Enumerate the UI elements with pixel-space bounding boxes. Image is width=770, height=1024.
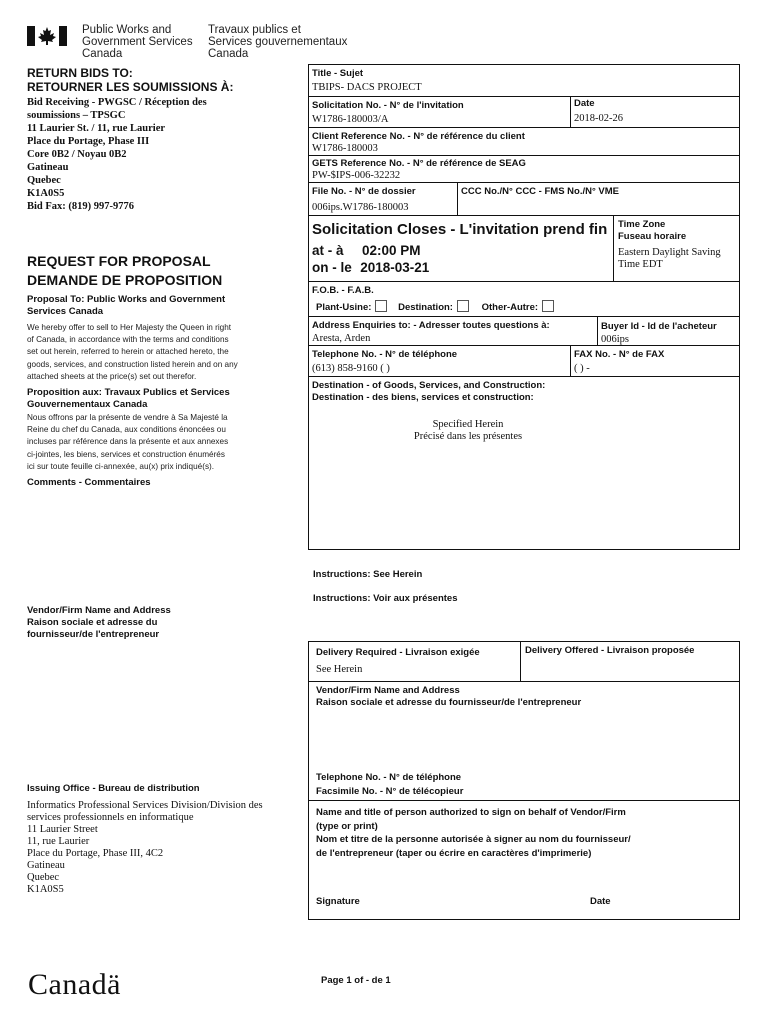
col-divider — [570, 96, 571, 127]
row-divider — [308, 127, 740, 128]
fob-options — [316, 300, 560, 314]
col-divider — [520, 641, 521, 681]
signature-label: Signature — [316, 896, 360, 907]
issuing-office-label: Issuing Office - Bureau de distribution — [27, 783, 200, 794]
solicitation-closes-label: Solicitation Closes - L'invitation prend fin — [312, 221, 608, 238]
fax-label: FAX No. - N° de FAX — [574, 349, 665, 360]
canada-flag-logo — [27, 26, 67, 46]
plant-checkbox[interactable] — [375, 300, 387, 312]
row-divider — [308, 345, 740, 346]
other-label: Other-Autre: — [481, 302, 539, 313]
vendor-fax-label: Facsimile No. - N° de télécopieur — [316, 786, 464, 797]
vendor-name-label-left: Vendor/Firm Name and Address Raison sociale et adresse du fournisseur/de l'entrepreneur — [27, 605, 171, 640]
client-ref-label: Client Reference No. - N° de référence du client — [312, 131, 525, 142]
title-value: TBIPS- DACS PROJECT — [312, 82, 422, 93]
row-divider — [308, 96, 740, 97]
page-number: Page 1 of - de 1 — [321, 975, 391, 986]
proposal-to-label: Proposal To: Public Works and Government Services Canada — [27, 294, 226, 317]
time-zone-label: Time Zone Fuseau horaire — [618, 219, 687, 242]
destination-checkbox[interactable] — [457, 300, 469, 312]
closing-time-value: 02:00 PM — [361, 243, 421, 258]
closing-date-row — [312, 259, 429, 277]
date-label: Date — [574, 98, 595, 109]
fob-label: F.O.B. - F.A.B. — [312, 285, 374, 296]
comments-label: Comments - Commentaires — [27, 477, 151, 488]
buyer-id-value: 006ips — [601, 334, 630, 345]
col-divider — [457, 182, 458, 215]
solicitation-no-value: W1786-180003/A — [312, 114, 389, 125]
proposition-aux-label: Proposition aux: Travaux Publics et Services Gouvernementaux Canada — [27, 387, 230, 410]
delivery-required-value: See Herein — [316, 664, 363, 675]
ccc-no-label: CCC No./N° CCC - FMS No./N° VME — [461, 186, 620, 197]
department-name-fr: Travaux publics et Services gouvernementaux Canada — [208, 24, 348, 60]
row-divider — [308, 182, 740, 183]
canada-wordmark: Canadä — [28, 968, 121, 1001]
instructions-en: Instructions: See Herein — [313, 569, 423, 580]
date-value: 2018-02-26 — [574, 113, 623, 124]
destination-goods-label: Destination - of Goods, Services, and Construction: Destination - des biens, services et construction: — [312, 380, 546, 403]
destination-label: Destination: — [398, 302, 453, 313]
delivery-required-label: Delivery Required - Livraison exigée — [316, 647, 480, 658]
row-divider — [308, 316, 740, 317]
file-no-label: File No. - N° de dossier — [312, 186, 416, 197]
closing-date-value: 2018-03-21 — [360, 260, 430, 275]
col-divider — [570, 345, 571, 376]
return-bids-address: Bid Receiving - PWGSC / Réception des soumissions – TPSGC 11 Laurier St. / 11, rue Laurier Place du Portage, Phase III Core 0B2 / Noyau 0B2 Gatineau Quebec K1A0S5 Bid Fax: (819) 997-9776 — [27, 97, 207, 212]
solicitation-no-label: Solicitation No. - N° de l'invitation — [312, 100, 464, 111]
proposition-text: Nous offrons par la présente de vendre à Sa Majesté la Reine du chef du Canada, aux conditions énoncées ou incluses par référence dans la présente et aux annexes ci-jointes, les biens, services et construction énumérés ici sur toute feuille ci-annexée, au(x) prix indiqué(s). — [27, 413, 229, 471]
col-divider — [597, 316, 598, 345]
flag-right-bar — [59, 26, 67, 46]
col-divider — [613, 215, 614, 281]
rfp-title: REQUEST FOR PROPOSAL DEMANDE DE PROPOSITION — [27, 253, 223, 288]
title-label: Title - Sujet — [312, 68, 364, 79]
department-name-en: Public Works and Government Services Canada — [82, 24, 193, 60]
gets-ref-label: GETS Reference No. - N° de référence de SEAG — [312, 158, 526, 169]
on-label: on - le — [312, 260, 352, 275]
row-divider — [308, 155, 740, 156]
at-label: at - à — [312, 243, 344, 258]
authorized-signer-label: Name and title of person authorized to sign on behalf of Vendor/Firm (type or print) Nom et titre de la personne autorisée à signer au nom du fournisseur/ de l'entrepreneur (taper ou écrire en caractères d'imprimerie) — [316, 807, 631, 859]
buyer-id-label: Buyer Id - Id de l'acheteur — [601, 321, 717, 332]
closing-time-row — [312, 242, 421, 260]
vendor-phone-label: Telephone No. - N° de téléphone — [316, 772, 462, 783]
row-divider — [308, 281, 740, 282]
gets-ref-value: PW-$IPS-006-32232 — [312, 170, 401, 181]
plant-label: Plant-Usine: — [316, 302, 372, 313]
instructions-fr: Instructions: Voir aux présentes — [313, 593, 458, 604]
fax-value: ( ) - — [574, 363, 590, 374]
phone-label: Telephone No. - N° de téléphone — [312, 349, 458, 360]
address-enquiries-value: Aresta, Arden — [312, 333, 371, 344]
proposal-text: We hereby offer to sell to Her Majesty the Queen in right of Canada, in accordance with the terms and conditions set out herein, referred to herein or attached hereto, the goods, services, and construction listed herein and on any attached sheets at the price(s) set out therefor. — [27, 323, 238, 381]
row-divider — [308, 215, 740, 216]
issuing-office-address: Informatics Professional Services Division/Division des services professionnels en informatique 11 Laurier Street 11, rue Laurier Place du Portage, Phase III, 4C2 Gatineau Quebec K1A0S5 — [27, 800, 263, 895]
vendor-name-label: Vendor/Firm Name and Address Raison sociale et adresse du fournisseur/de l'entrepreneur — [316, 685, 582, 708]
flag-left-bar — [27, 26, 35, 46]
delivery-offered-label: Delivery Offered - Livraison proposée — [525, 645, 695, 656]
phone-value: (613) 858-9160 ( ) — [312, 363, 390, 374]
destination-goods-value: Specified Herein Précisé dans les présentes — [413, 419, 523, 442]
row-divider — [308, 376, 740, 377]
row-divider — [308, 681, 740, 682]
maple-leaf-icon — [37, 27, 57, 45]
return-bids-title: RETURN BIDS TO: RETOURNER LES SOUMISSIONS À: — [27, 66, 234, 94]
client-ref-value: W1786-180003 — [312, 143, 378, 154]
row-divider — [308, 800, 740, 801]
signature-date-label: Date — [590, 896, 611, 907]
other-checkbox[interactable] — [542, 300, 554, 312]
address-enquiries-label: Address Enquiries to: - Adresser toutes questions à: — [312, 320, 550, 331]
time-zone-value: Eastern Daylight Saving Time EDT — [618, 247, 721, 270]
file-no-value: 006ips.W1786-180003 — [312, 202, 409, 213]
